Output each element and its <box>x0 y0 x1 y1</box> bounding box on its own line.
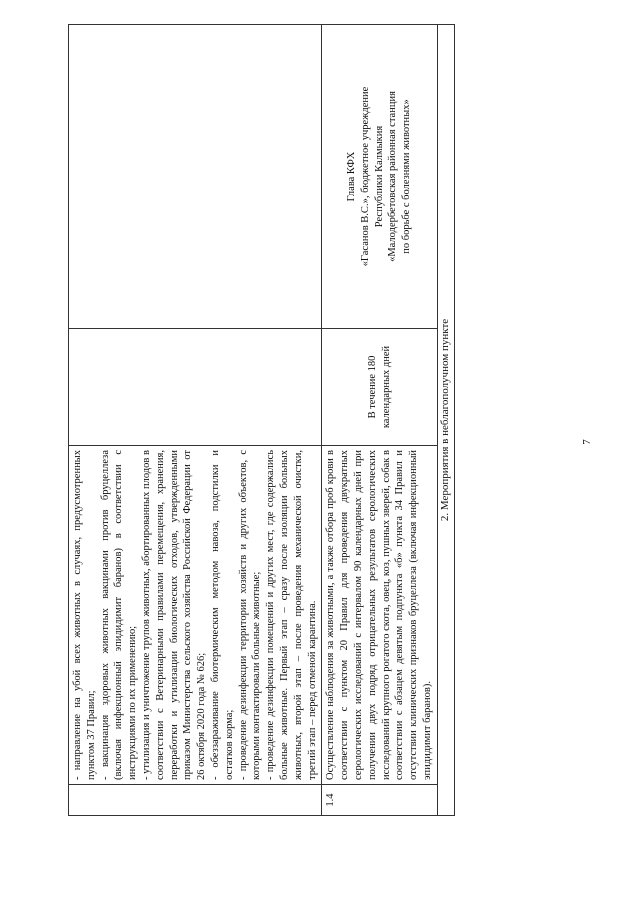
measure-text: Осуществление наблюдения за животными, а также отбора проб крови в соответствии с пунктом 20 Правил для проведения двукратных серологических исследований с интервалом 90 календарных дней при получении двух подряд отрицательных результатов серологических исследований крупного рогатого скота, овец, коз, пушных зверей, собак в соответствии с абзацем девятым подпункта «б» пункта 34 Правил и отсутствии клинических признаков бруцеллеза (включая инфекционный эпидидимит баранов). <box>322 446 437 785</box>
table-row <box>322 25 437 816</box>
section-header-row <box>437 25 454 816</box>
list-item: - проведение дезинфекции помещений и других мест, где содержались больные животные. Первый этап – сразу после изоляции больных животных, второй этап – после проведения механической очистки, третий этап – перед отменой карантина. <box>265 450 318 780</box>
term-line: В течение 180 <box>366 355 378 419</box>
responsible-cell <box>69 25 322 329</box>
table-row <box>69 25 322 816</box>
list-item: - проведение дезинфекции территории хозяйств и других объектов, с которыми контактировали больные животные; <box>237 450 263 780</box>
responsible-line: Республики Калмыкия <box>373 125 385 228</box>
responsible-line: «Малодербетовская районная станция <box>387 91 399 262</box>
measure-text <box>69 446 322 785</box>
rotated-table-wrapper <box>68 26 598 816</box>
list-item: - направление на убой всех животных в случаях, предусмотренных пунктом 37 Правил; <box>72 450 97 780</box>
list-item: - утилизация и уничтожение трупов животных, абортированных плодов в соответствии с Ветеринарными правилами перемещения, хранения, переработки и утилизации биологических отходов, утвержденными приказом Министерства сельского хозяйства Российской Федерации от 26 октября 2020 года № 626; <box>140 450 208 780</box>
term-cell <box>322 329 437 446</box>
row-number <box>69 785 322 816</box>
measures-table <box>68 24 455 816</box>
section-title: 2. Мероприятия в неблагополучном пункте <box>437 25 454 816</box>
responsible-cell <box>322 25 437 329</box>
responsible-line: Глава КФХ <box>346 151 358 202</box>
term-cell <box>69 329 322 446</box>
term-line: календарных дней <box>380 345 392 429</box>
list-item: - обеззараживание биотермическим методом навоза, подстилки и остатков корма; <box>209 450 235 780</box>
row-number: 1.4 <box>322 785 437 816</box>
responsible-line: по борьбе с болезнями животных» <box>401 99 413 254</box>
responsible-line: «Гасанов В.С.», бюджетное учреждение <box>359 86 371 267</box>
list-item: - вакцинация здоровых животных вакцинами против бруцеллеза (включая инфекционный эпидидимит баранов) в соответствии с инструкциями по их применению; <box>99 450 139 780</box>
page-number: 7 <box>580 439 593 445</box>
